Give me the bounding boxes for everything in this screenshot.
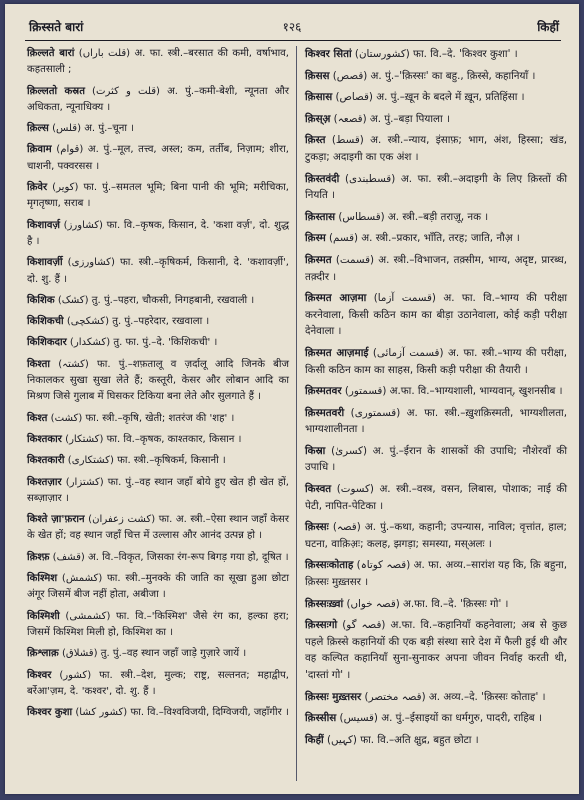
- entry-definition: (قسمت آزمائی) अ. फा. स्त्री.–भाग्य की परीक्षा, किसी कठिन काम का साहस, किसी कड़ी परीक्षा की तैयारी ।: [305, 346, 567, 376]
- dictionary-entry: [27, 180, 289, 213]
- page-header: [5, 4, 579, 38]
- entry-definition: (کسریٰ) अ. पुं.–ईरान के शासकों की उपाधि; नौशेरवाँ की उपाधि ।: [305, 444, 567, 474]
- entry-definition: (قصہ کوتاہ) अ. फा. अव्य.–सारांश यह कि, क़ि बहुना, क़िस्सः मुख़्तसर ।: [305, 559, 567, 589]
- right-column: [305, 46, 567, 753]
- entry-headword: क़िसास: [305, 91, 333, 104]
- entry-headword: क़िस्सीस: [305, 712, 337, 725]
- dictionary-entry: [305, 519, 567, 552]
- entry-headword: क़िश्लाक़: [27, 648, 59, 660]
- dictionary-entry: [27, 550, 289, 566]
- entry-headword: क़िस्मत आज़माई: [305, 346, 369, 359]
- entry-headword: क़िस्अ़: [305, 112, 331, 125]
- dictionary-entry: [305, 443, 567, 476]
- entry-definition: (قلت باراں) अ. फा. स्त्री.–बरसात की कमी, वर्षाभाव, कहतसाली ;: [27, 48, 289, 76]
- dictionary-entry: [27, 432, 289, 448]
- entry-headword: क़िस्सःगो: [305, 619, 338, 632]
- entry-definition: (کویر) फा. पुं.–समतल भूमि; बिना पानी की भूमि; मरीचिका, मृगतृष्णा, सराब ।: [27, 182, 289, 210]
- entry-headword: किशावर्ज़ी: [27, 257, 63, 269]
- entry-definition: (کشت) फा. स्त्री.–कृषि, खेती; शतरंज की 'शह' ।: [47, 412, 235, 424]
- dictionary-entry: [305, 383, 567, 400]
- entry-headword: क़िस्सः: [305, 521, 329, 534]
- entry-headword: क़िस्त: [305, 134, 326, 147]
- entry-definition: (کشمش) फा. स्त्री.–मुनक्के की जाति का सूखा हुआ छोटा अंगूर जिसमें बीज नहीं होता, अबीजा ।: [27, 573, 289, 601]
- entry-definition: (قسطاس) अ. स्त्री.–बड़ी तराज़ू, नक ।: [335, 210, 489, 223]
- dictionary-entry: [305, 68, 567, 85]
- entry-headword: किश्मिश: [27, 573, 58, 585]
- entry-headword: किस्वत: [305, 483, 332, 496]
- entry-definition: (قسمت) अ. स्त्री.–विभाजन, तक़्सीम, भाग्य, अदृष्ट, प्रारब्ध, तक़्दीर ।: [305, 253, 567, 283]
- entry-definition: (کشکچی) तु. पुं.–पहरेदार, रखवाला ।: [63, 316, 210, 328]
- dictionary-entry: [27, 512, 289, 545]
- entry-definition: (قسمتوری) अ. फा. स्त्री.–ख़ुशक़िस्मती, भाग्यशीलता, भाग्यशालीनता ।: [305, 406, 568, 436]
- entry-definition: (کشاورز) फा. वि.–कृषक, किसान, दे. 'कशा वर्ज़', दो. शुद्ध है ।: [27, 219, 290, 247]
- entry-headword: किशिकची: [27, 316, 64, 328]
- dictionary-entry: [27, 357, 289, 406]
- entry-headword: क़िस्म: [305, 232, 326, 245]
- entry-definition: (قصعہ) अ. पुं.–बड़ा पियाला ।: [330, 112, 450, 125]
- entry-headword: क़िसस: [305, 69, 330, 82]
- entry-headword: किश्ते ज़ा'फ़रान: [27, 514, 85, 526]
- entry-headword: किश्तज़ार: [27, 476, 62, 488]
- dictionary-entry: [27, 335, 289, 351]
- dictionary-entry: [305, 617, 567, 683]
- column-divider: [296, 46, 297, 781]
- dictionary-entry: [27, 411, 289, 427]
- dictionary-entry: [305, 89, 567, 106]
- entry-headword: क़िस्सःख़्वां: [305, 597, 344, 610]
- dictionary-entry: [27, 121, 289, 137]
- entry-definition: (کشتکاری) फा. स्त्री.–कृषिकर्म, किसानी ।: [64, 455, 226, 467]
- entry-definition: (قصہ مختصر) अ. अव्य.–दे. 'क़िस्सः कोताह' ।: [361, 690, 546, 703]
- entry-definition: (قصہ گو) अ.फा. वि.–कहानियाँ कहनेवाला; अब से कुछ पहले क़िस्से कहानियों की एक बड़ी संस्था सारे देश में फैली हुई थी और वह कल्पित कहानियाँ सुना-सुनाकर अपना जीवन निर्वाह करती थी, 'दास्तां गो' ।: [305, 619, 567, 681]
- entry-headword: क़िल्स: [27, 123, 49, 135]
- dictionary-entry: [305, 732, 567, 749]
- dictionary-entry: [305, 557, 567, 590]
- dictionary-entry: [27, 609, 289, 642]
- entry-definition: (قسمت آزما) अ. फा. वि.–भाग्य की परीक्षा करनेवाला, किसी कठिन काम का बीड़ा उठानेवाला, कोई कड़ी परीक्षा देनेवाला ।: [305, 292, 567, 338]
- entry-definition: (قسطبندی) अ. फा. स्त्री.–अदाइगी के लिए क़िस्तों की नियति ।: [305, 172, 567, 202]
- left-column: [27, 46, 289, 726]
- entry-definition: (قصہ) अ. पुं.–कथा, कहानी; उपन्यास, नाविल; वृत्तांत, हाल; घटना, वाक़िअ़ः; कलह, झगड़ा; समस्या, मस्अलः ।: [305, 521, 567, 550]
- entry-headword: क़िस्मत: [305, 253, 332, 266]
- entry-headword: क़िस्तवंदी: [305, 172, 340, 185]
- entry-definition: (قسط) अ. स्त्री.–न्याय, इंसाफ़; भाग, अंश, हिस्सा; खंड, टुकड़ा; अदाइगी का एक अंश ।: [305, 134, 567, 163]
- entry-definition: (کشتہ) फा. पुं.–शफ़तालू व ज़र्दालू आदि जिनके बीज निकालकर सुखा सुखा लेते हैं; कस्तूरी, केसर और लोबान आदि का मिश्रण जिसे गुलाब में घिसकर टिकिया बना लेते और सुलगाते हैं ।: [27, 358, 289, 403]
- entry-headword: किश्वर कुशा: [27, 707, 73, 719]
- entry-definition: (قصص) अ. पुं.–'क़िस्सः' का बहु., क़िस्से, कहानियाँ ।: [329, 69, 536, 82]
- dictionary-page: [5, 4, 579, 794]
- entry-headword: किश्तकारी: [27, 455, 65, 467]
- entry-headword: किश्त: [27, 412, 48, 424]
- dictionary-entry: [27, 453, 289, 469]
- dictionary-entry: [27, 255, 289, 288]
- dictionary-entry: [27, 218, 289, 251]
- entry-definition: (کشت زعفران) फा. अ. स्त्री.–ऐसा स्थान जहाँ केसर के खेत हों; वह स्थान जहाँ चित्त में उल्लास और आनंद उत्पन्न हो ।: [27, 514, 289, 542]
- entry-definition: (قسم) अ. स्त्री.–प्रकार, भाँति, तरह; जाति, नौअ़ ।: [325, 232, 520, 245]
- entry-definition: (کشمشی) फा. वि.–'किश्मिश' जैसे रंग का, हल्का हरा; जिसमें किश्मिश मिली हो, किश्मिश का ।: [27, 610, 289, 638]
- entry-headword: किशावर्ज़: [27, 219, 60, 231]
- entry-headword: किस्रा: [305, 444, 326, 457]
- entry-definition: (قلس) अ. पुं.–चूना ।: [48, 123, 135, 135]
- entry-headword: क़िस्सः मुख़्तसर: [305, 690, 362, 703]
- entry-definition: (کہیں) फा. वि.–अति क्षुद्र, बहुत छोटा ।: [323, 733, 479, 746]
- dictionary-entry: [305, 209, 567, 226]
- dictionary-entry: [305, 132, 567, 165]
- entry-definition: (قصاص) अ. पुं.–ख़ून के बदले में ख़ून, प्रतिहिंसा ।: [332, 91, 525, 104]
- entry-headword: क़िस्तास: [305, 210, 336, 223]
- entry-headword: किश्तकार: [27, 433, 62, 445]
- entry-headword: किश्वर सितां: [305, 48, 352, 60]
- entry-headword: क़िस्मतवरी: [305, 406, 345, 419]
- entry-headword: क़िस्सःकोताह: [305, 559, 354, 572]
- dictionary-entry: [305, 689, 567, 706]
- entry-headword: किहीं: [305, 733, 324, 746]
- dictionary-entry: [305, 171, 567, 204]
- entry-headword: क़िवेर: [27, 182, 48, 194]
- entry-definition: (کشاورزی) फा. स्त्री.–कृषिकर्म, किसानी, दे. 'कशावर्ज़ी', दो. शु. हैं ।: [27, 257, 289, 285]
- entry-definition: (کشورستان) फा. वि.–दे. 'किश्वर कुशा' ।: [351, 48, 518, 60]
- dictionary-entry: [27, 475, 289, 508]
- entry-definition: (قشف) अ. वि.–विकृत, जिसका रंग-रूप बिगड़ गया हो, दूषित ।: [49, 551, 289, 563]
- entry-definition: (قسیس) अ. पुं.–ईसाइयों का धर्मगुरु, पादरी, राहिब ।: [336, 712, 542, 725]
- entry-definition: (قصہ خواں) अ.फा. वि.–दे. 'क़िस्सः गो' ।: [343, 597, 509, 610]
- entry-headword: क़िश्फ़: [27, 551, 50, 563]
- entry-headword: किश्ता: [27, 358, 51, 370]
- dictionary-entry: [305, 46, 567, 63]
- entry-headword: किश्मिशी: [27, 610, 60, 622]
- entry-definition: (قسمتور) अ.फा. वि.–भाग्यशाली, भाग्यवान्, खुशनसीब ।: [341, 385, 563, 398]
- dictionary-entry: [27, 46, 289, 79]
- header-rule: [25, 40, 561, 41]
- header-first-word: क़िस्सते बारां: [29, 20, 84, 34]
- entry-headword: क़िल्लते बारां: [27, 48, 75, 59]
- dictionary-entry: [305, 252, 567, 285]
- entry-definition: (کشکدار) तु. फा. पुं.–दे. 'किशिकची' ।: [66, 337, 218, 349]
- entry-definition: (کشتزار) फा. पुं.–वह स्थान जहाँ बोये हुए खेत ही खेत हों, सब्ज़ाज़ार ।: [27, 476, 289, 504]
- dictionary-entry: [27, 293, 289, 309]
- entry-definition: (قشلاق) तु. पुं.–वह स्थान जहाँ जाड़े गुज़ारे जायें ।: [58, 648, 247, 660]
- entry-headword: किशिकदार: [27, 337, 67, 349]
- entry-definition: (کشور کشا) फा. वि.–विश्वविजयी, दिग्विजयी, जहाँगीर ।: [72, 707, 289, 719]
- page-number: १२६: [282, 20, 302, 34]
- dictionary-entry: [27, 142, 289, 175]
- entry-headword: क़िस्मतवर: [305, 385, 342, 398]
- entry-headword: क़िल्लतो कस्रत: [27, 85, 85, 97]
- header-last-word: किहीं: [537, 20, 559, 34]
- dictionary-entry: [305, 230, 567, 247]
- dictionary-entry: [305, 345, 567, 378]
- entry-definition: (کسوت) अ. स्त्री.–वस्त्र, वसन, लिबास, पोशाक; नाई की पेटी, नापित-पेटिका ।: [305, 483, 567, 512]
- dictionary-entry: [27, 668, 289, 701]
- dictionary-entry: [305, 405, 567, 438]
- entry-definition: (کشتکار) फा. वि.–कृषक, काश्तकार, किसान ।: [61, 433, 242, 445]
- dictionary-entry: [27, 705, 289, 721]
- entry-headword: किशिक: [27, 294, 55, 306]
- dictionary-entry: [27, 646, 289, 662]
- entry-definition: (قوام) अ. पुं.–मूल, तत्त्व, अस्ल; कम, तर्तीब, निज़ाम; शीरा, चाशनी, पक्वरसस ।: [27, 144, 289, 172]
- entry-headword: क़िवाम: [27, 144, 52, 156]
- dictionary-entry: [27, 571, 289, 604]
- dictionary-entry: [27, 84, 289, 117]
- entry-headword: क़िस्मत आज़मा: [305, 292, 367, 305]
- dictionary-entry: [305, 111, 567, 128]
- entry-definition: (کشور) फा. स्त्री.–देश, मुल्क; राष्ट्र, सल्तनत; महाद्वीप, बर्रेआ'ज़म, दे. 'कश्वर', दो. शु. हैं ।: [27, 669, 289, 697]
- dictionary-entry: [305, 290, 567, 340]
- dictionary-entry: [27, 314, 289, 330]
- dictionary-entry: [305, 710, 567, 727]
- entry-definition: (کشک) तु. पुं.–पहरा, चौकसी, निगहबानी, रखवाली ।: [54, 294, 255, 306]
- dictionary-entry: [305, 481, 567, 514]
- entry-definition: (قلت و کثرت) अ. पुं.–कमी-बेशी, न्यूनता और अधिकता, न्यूनाधिक्य ।: [27, 85, 289, 113]
- dictionary-entry: [305, 596, 567, 613]
- entry-headword: किश्वर: [27, 669, 52, 681]
